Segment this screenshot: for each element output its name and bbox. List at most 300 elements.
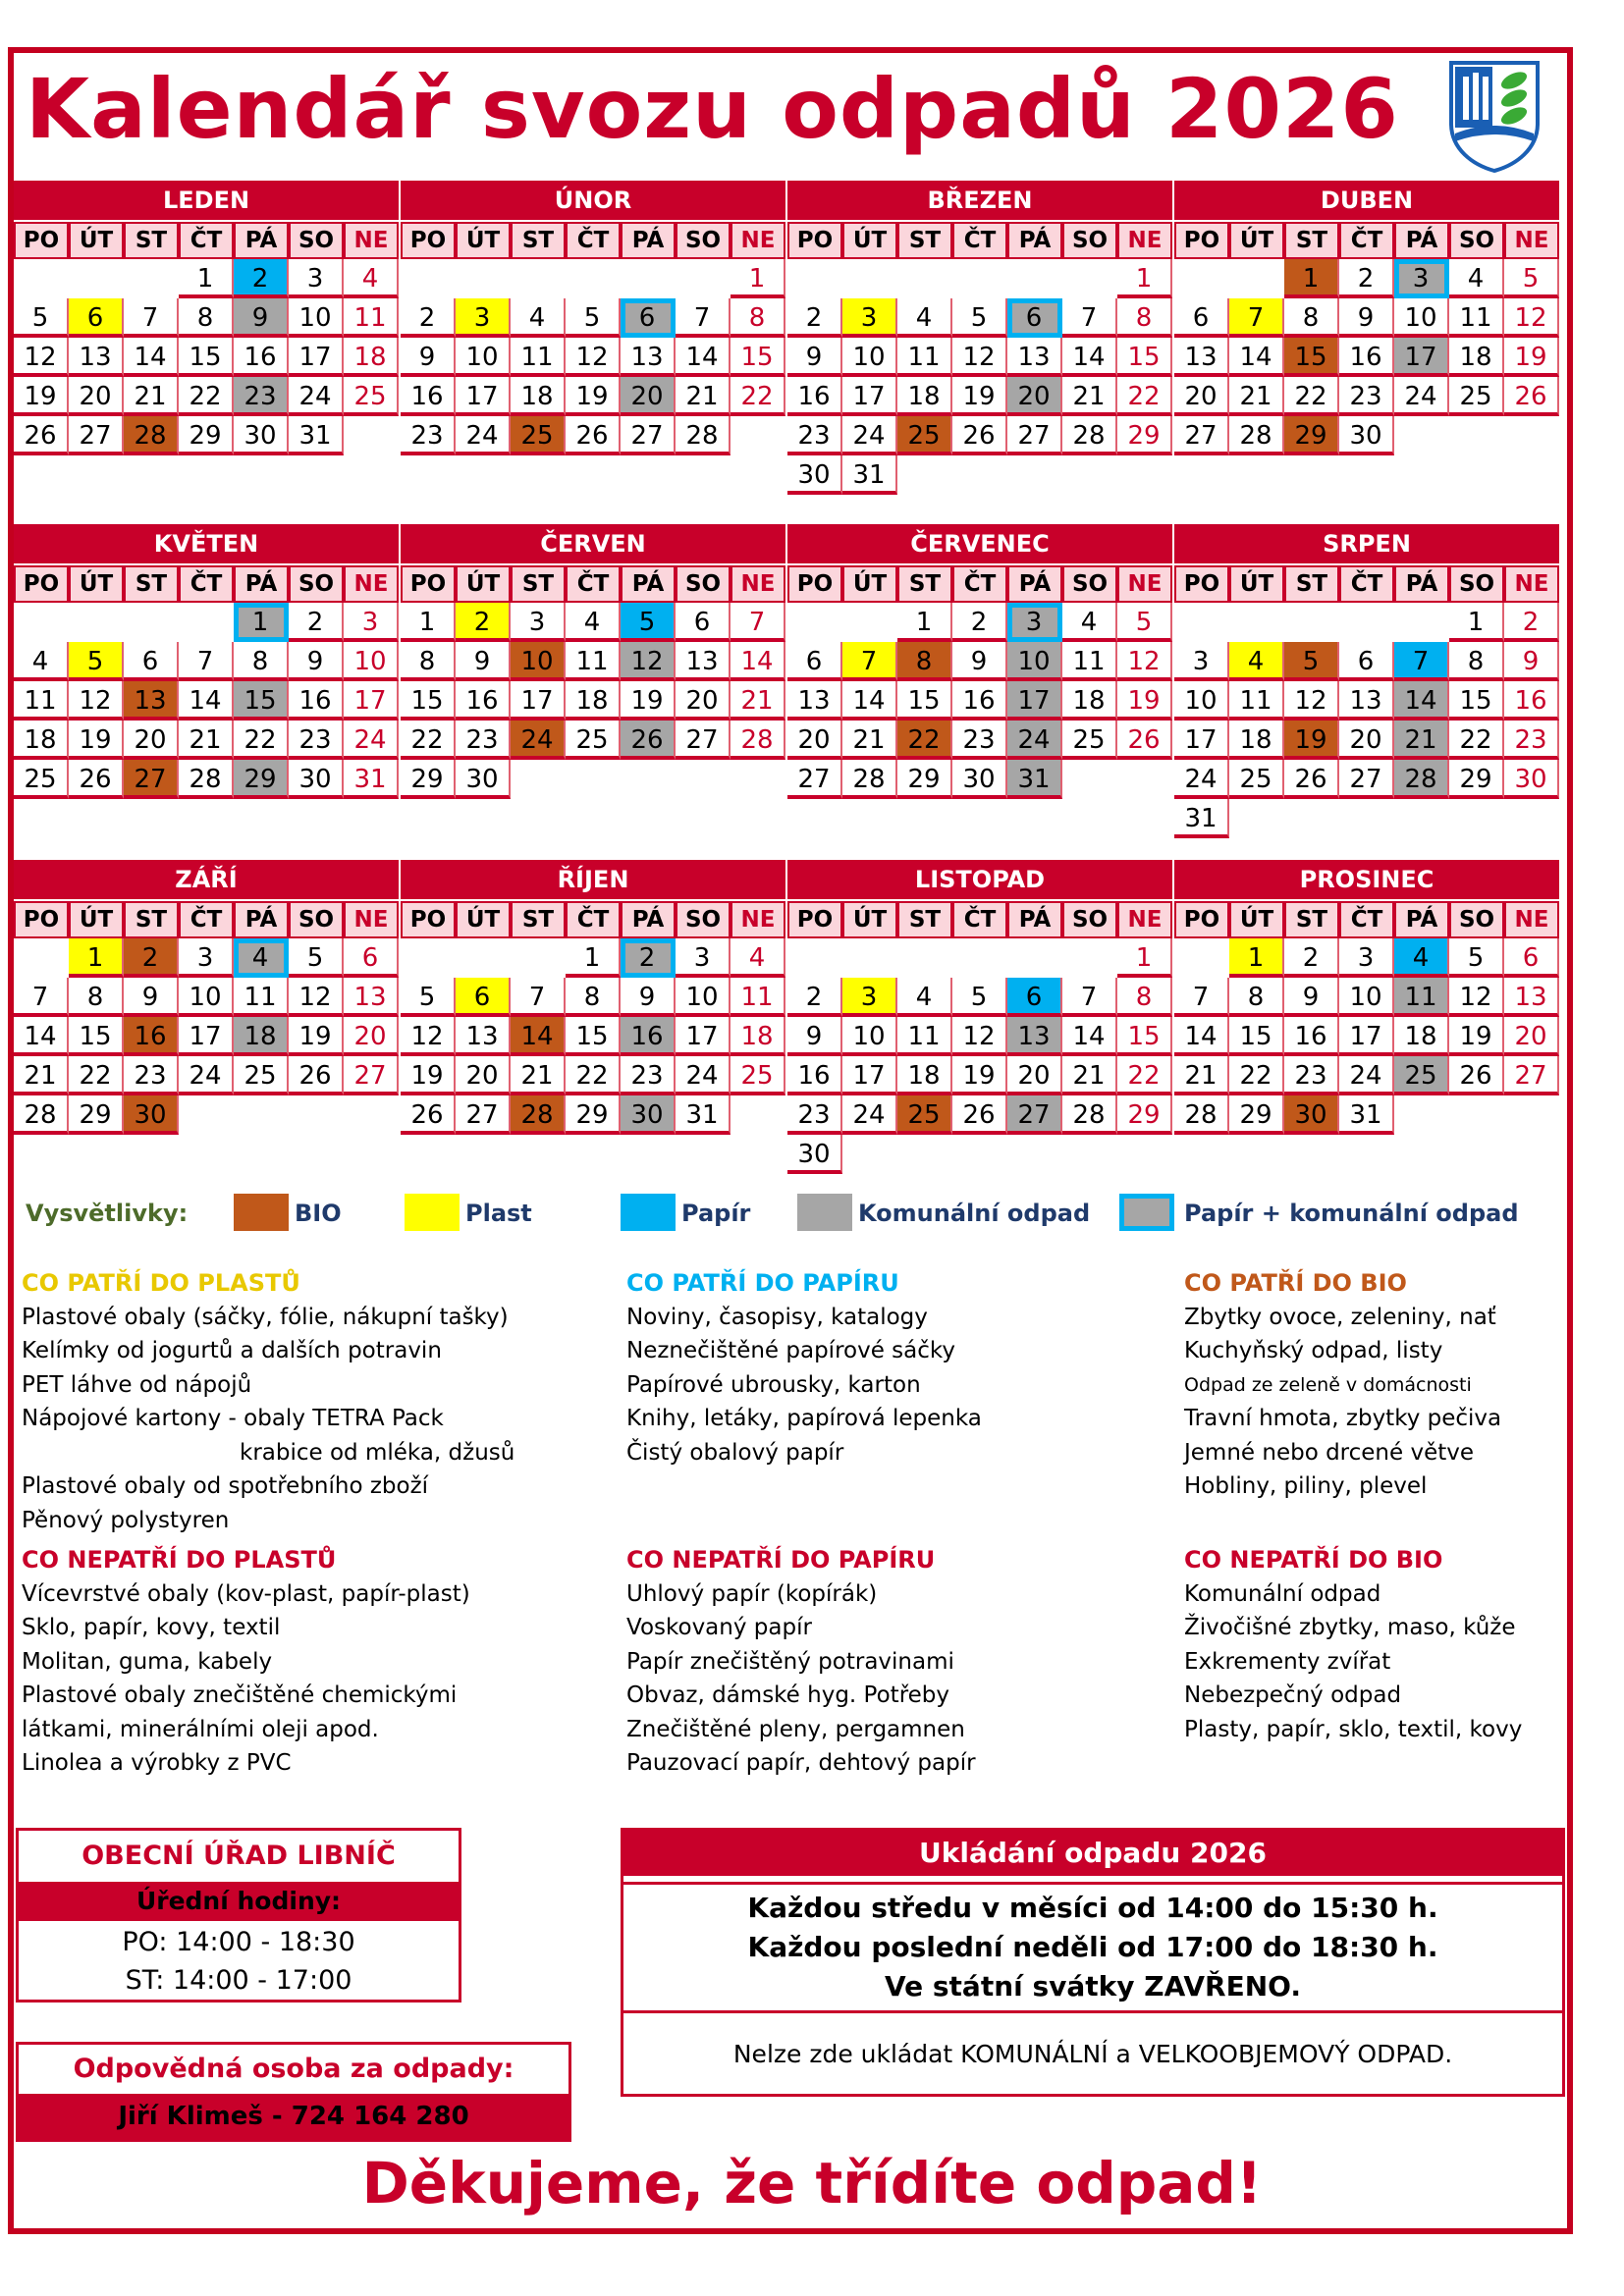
weekday-label: PO [14, 222, 69, 259]
calendar-day: 25 [897, 1095, 952, 1135]
calendar-day: 5 [1504, 259, 1559, 298]
calendar-empty-cell [511, 259, 566, 298]
calendar-empty-cell [1504, 416, 1559, 455]
weekday-label: SO [289, 901, 344, 938]
calendar-day: 15 [1117, 1017, 1172, 1056]
calendar-day: 3 [842, 978, 897, 1017]
contact-box [16, 2042, 571, 2142]
weekday-label: SO [1449, 565, 1504, 603]
calendar-day: 25 [731, 1056, 785, 1095]
calendar-day: 11 [234, 978, 289, 1017]
calendar-empty-cell [897, 455, 952, 495]
calendar-day: 23 [952, 721, 1007, 760]
weekday-label: ČT [566, 565, 621, 603]
calendar-empty-cell [1339, 603, 1394, 642]
weekday-label: ST [1284, 901, 1339, 938]
calendar-week [14, 978, 399, 1017]
calendar-empty-cell [344, 1095, 399, 1135]
calendar-day: 25 [234, 1056, 289, 1095]
weekday-label: ÚT [456, 565, 511, 603]
calendar-day: 29 [234, 760, 289, 799]
calendar-day: 16 [234, 338, 289, 377]
calendar-day: 26 [952, 1095, 1007, 1135]
calendar-week [14, 642, 399, 681]
calendar-day: 18 [1394, 1017, 1449, 1056]
bio-item: Kuchyňský odpad, listy [1184, 1338, 1443, 1363]
calendar-day: 15 [179, 338, 234, 377]
calendar-day: 25 [1062, 721, 1117, 760]
plasty-item: Plastové obaly (sáčky, fólie, nákupní tašky) [22, 1304, 509, 1330]
calendar-empty-cell [1117, 455, 1172, 495]
calendar-day: 9 [1504, 642, 1559, 681]
calendar-week [14, 760, 399, 799]
calendar-day: 3 [344, 603, 399, 642]
calendar-week [1174, 799, 1559, 838]
calendar-day: 29 [69, 1095, 124, 1135]
calendar-empty-cell [1062, 1135, 1117, 1174]
calendar-day: 8 [179, 298, 234, 338]
calendar-day: 22 [1449, 721, 1504, 760]
calendar-empty-cell [1007, 455, 1062, 495]
weekday-label: ST [124, 901, 179, 938]
calendar-empty-cell [1284, 799, 1339, 838]
calendar-day: 7 [14, 978, 69, 1017]
nepapir-section [626, 1543, 976, 1781]
month-name: LEDEN [14, 181, 399, 220]
calendar-day: 19 [1284, 721, 1339, 760]
calendar-day: 18 [1229, 721, 1284, 760]
calendar-day: 8 [1117, 298, 1172, 338]
calendar-day: 26 [566, 416, 621, 455]
calendar-day: 27 [1007, 1095, 1062, 1135]
calendar-week [401, 760, 785, 799]
calendar-day: 5 [621, 603, 676, 642]
weekday-label: ST [124, 565, 179, 603]
calendar-day: 16 [787, 377, 842, 416]
calendar-week [787, 978, 1172, 1017]
calendar-day: 18 [897, 1056, 952, 1095]
calendar-week [401, 377, 785, 416]
calendar-day: 10 [1394, 298, 1449, 338]
weekday-header [14, 901, 399, 938]
weekday-label: ÚT [69, 901, 124, 938]
calendar-day: 17 [289, 338, 344, 377]
calendar-day: 16 [289, 681, 344, 721]
neplasty-heading: CO NEPATŘÍ DO PLASTŮ [22, 1546, 337, 1574]
contact-title: Odpovědná osoba za odpady: [73, 2054, 514, 2084]
calendar-week [14, 1056, 399, 1095]
plasty-section [22, 1266, 514, 1537]
calendar-week [787, 760, 1172, 799]
calendar-day: 11 [731, 978, 785, 1017]
weekday-label: ST [511, 901, 566, 938]
storage-title: Ukládání odpadu 2026 [623, 1831, 1562, 1876]
calendar-day: 11 [1394, 978, 1449, 1017]
calendar-day: 13 [1007, 1017, 1062, 1056]
calendar-day: 22 [1284, 377, 1339, 416]
calendar-day: 17 [344, 681, 399, 721]
calendar-day: 25 [511, 416, 566, 455]
weekday-label: ST [124, 222, 179, 259]
calendar-day: 24 [1339, 1056, 1394, 1095]
calendar-day: 7 [842, 642, 897, 681]
plasty-heading: CO PATŘÍ DO PLASTŮ [22, 1269, 300, 1297]
calendar-empty-cell [289, 1095, 344, 1135]
calendar-day: 15 [1449, 681, 1504, 721]
weekday-label: PÁ [1007, 565, 1062, 603]
calendar-day: 2 [1504, 603, 1559, 642]
calendar-day: 6 [1504, 938, 1559, 978]
calendar-week [1174, 760, 1559, 799]
month-name: KVĚTEN [14, 524, 399, 563]
calendar-day: 14 [124, 338, 179, 377]
calendar-day: 14 [1062, 1017, 1117, 1056]
calendar-day: 19 [952, 1056, 1007, 1095]
papir-section [626, 1266, 982, 1469]
calendar-empty-cell [1117, 760, 1172, 799]
calendar-day: 3 [1007, 603, 1062, 642]
weekday-header [401, 901, 785, 938]
nepapir-item: Uhlový papír (kopírák) [626, 1580, 878, 1607]
calendar-day: 28 [511, 1095, 566, 1135]
weekday-label: NE [344, 222, 399, 259]
calendar-week [14, 681, 399, 721]
calendar-day: 5 [289, 938, 344, 978]
calendar-empty-cell [69, 603, 124, 642]
calendar-day: 26 [401, 1095, 456, 1135]
weekday-label: PÁ [1007, 901, 1062, 938]
calendar-empty-cell [621, 259, 676, 298]
calendar-day: 27 [1174, 416, 1229, 455]
calendar-day: 24 [1394, 377, 1449, 416]
calendar-day: 23 [234, 377, 289, 416]
nepapir-item: Obvaz, dámské hyg. Potřeby [626, 1682, 950, 1708]
calendar-day: 13 [1504, 978, 1559, 1017]
weekday-label: ÚT [456, 901, 511, 938]
weekday-label: NE [1504, 222, 1559, 259]
calendar-day: 24 [179, 1056, 234, 1095]
calendar-day: 19 [1449, 1017, 1504, 1056]
storage-box [621, 1828, 1565, 2097]
calendar-day: 26 [1284, 760, 1339, 799]
papir-item: Čistý obalový papír [626, 1439, 844, 1466]
calendar-empty-cell [1449, 416, 1504, 455]
calendar-day: 23 [289, 721, 344, 760]
calendar-day: 10 [1007, 642, 1062, 681]
calendar-day: 5 [14, 298, 69, 338]
month-12 [1174, 860, 1559, 1135]
calendar-week [14, 603, 399, 642]
calendar-day: 1 [1117, 938, 1172, 978]
office-hours-label: Úřední hodiny: [19, 1882, 459, 1921]
calendar-empty-cell [1229, 603, 1284, 642]
office-title: OBECNÍ ÚŘAD LIBNÍČ [81, 1841, 396, 1871]
calendar-day: 27 [676, 721, 731, 760]
calendar-day: 6 [1339, 642, 1394, 681]
calendar-day: 28 [731, 721, 785, 760]
calendar-empty-cell [14, 938, 69, 978]
weekday-header [787, 222, 1172, 259]
calendar-day: 20 [1339, 721, 1394, 760]
calendar-day: 20 [787, 721, 842, 760]
calendar-day: 26 [1449, 1056, 1504, 1095]
calendar-week [787, 938, 1172, 978]
calendar-week [401, 298, 785, 338]
calendar-day: 18 [14, 721, 69, 760]
calendar-day: 1 [1284, 259, 1339, 298]
calendar-week [1174, 416, 1559, 455]
calendar-empty-cell [1504, 1095, 1559, 1135]
calendar-day: 10 [456, 338, 511, 377]
calendar-week [401, 681, 785, 721]
thanks-banner: Děkujeme, že třídíte odpad! [361, 2150, 1263, 2216]
calendar-day: 22 [179, 377, 234, 416]
calendar-day: 1 [179, 259, 234, 298]
calendar-empty-cell [621, 760, 676, 799]
calendar-week [787, 721, 1172, 760]
weekday-label: ST [897, 565, 952, 603]
neplasty-item: Plastové obaly znečištěné chemickými [22, 1682, 458, 1708]
calendar-day: 17 [511, 681, 566, 721]
weekday-label: NE [1504, 565, 1559, 603]
calendar-day: 27 [1339, 760, 1394, 799]
calendar-day: 20 [1007, 377, 1062, 416]
calendar-day: 16 [1284, 1017, 1339, 1056]
weekday-header [401, 222, 785, 259]
calendar-day: 2 [621, 938, 676, 978]
calendar-day: 28 [842, 760, 897, 799]
calendar-day: 4 [1062, 603, 1117, 642]
plasty-item: Plastové obaly od spotřebního zboží [22, 1473, 429, 1499]
calendar-day: 1 [1229, 938, 1284, 978]
weekday-label: PÁ [234, 901, 289, 938]
calendar-day: 4 [897, 978, 952, 1017]
calendar-empty-cell [1339, 799, 1394, 838]
calendar-day: 6 [124, 642, 179, 681]
office-hours-line: ST: 14:00 - 17:00 [125, 1965, 352, 1996]
bio-heading: CO PATŘÍ DO BIO [1184, 1269, 1407, 1297]
calendar-day: 13 [124, 681, 179, 721]
calendar-day: 20 [676, 681, 731, 721]
calendar-week [401, 338, 785, 377]
calendar-day: 27 [344, 1056, 399, 1095]
bio-item: Jemné nebo drcené větve [1184, 1439, 1475, 1466]
calendar-empty-cell [897, 259, 952, 298]
calendar-day: 21 [676, 377, 731, 416]
calendar-day: 12 [566, 338, 621, 377]
weekday-label: PO [401, 222, 456, 259]
weekday-label: SO [676, 901, 731, 938]
calendar-day: 14 [14, 1017, 69, 1056]
calendar-day: 16 [456, 681, 511, 721]
weekday-label: PÁ [1394, 565, 1449, 603]
calendar-empty-cell [1117, 1135, 1172, 1174]
storage-line: Každou poslední neděli od 17:00 do 18:30 h. [747, 1931, 1438, 1963]
calendar-day: 18 [1062, 681, 1117, 721]
calendar-day: 6 [1174, 298, 1229, 338]
calendar-empty-cell [787, 938, 842, 978]
calendar-day: 17 [179, 1017, 234, 1056]
calendar-day: 9 [234, 298, 289, 338]
calendar-empty-cell [1174, 259, 1229, 298]
calendar-day: 17 [676, 1017, 731, 1056]
calendar-day: 19 [1504, 338, 1559, 377]
calendar-week [787, 338, 1172, 377]
calendar-day: 17 [1007, 681, 1062, 721]
calendar-empty-cell [787, 259, 842, 298]
calendar-week [787, 298, 1172, 338]
neplasty-section [22, 1543, 470, 1781]
calendar-empty-cell [1062, 455, 1117, 495]
calendar-day: 12 [1449, 978, 1504, 1017]
calendar-day: 4 [731, 938, 785, 978]
calendar-day: 28 [1394, 760, 1449, 799]
calendar-week [14, 377, 399, 416]
calendar-empty-cell [731, 1095, 785, 1135]
calendar-day: 6 [787, 642, 842, 681]
calendar-day: 6 [621, 298, 676, 338]
calendar-day: 13 [69, 338, 124, 377]
calendar-day: 14 [1229, 338, 1284, 377]
calendar-week [787, 1056, 1172, 1095]
calendar-day: 4 [566, 603, 621, 642]
weekday-label: ČT [566, 901, 621, 938]
calendar-empty-cell [124, 259, 179, 298]
nebio-item: Komunální odpad [1184, 1580, 1381, 1607]
calendar-day: 4 [1229, 642, 1284, 681]
calendar-week [787, 455, 1172, 495]
calendar-day: 5 [952, 978, 1007, 1017]
calendar-day: 2 [234, 259, 289, 298]
weekday-label: NE [344, 565, 399, 603]
calendar-week [401, 1017, 785, 1056]
calendar-day: 11 [14, 681, 69, 721]
calendar-day: 31 [289, 416, 344, 455]
calendar-empty-cell [69, 259, 124, 298]
weekday-label: SO [289, 222, 344, 259]
calendar-day: 3 [1339, 938, 1394, 978]
calendar-empty-cell [1062, 760, 1117, 799]
month-name: DUBEN [1174, 181, 1559, 220]
weekday-label: PO [787, 901, 842, 938]
calendar-week [401, 721, 785, 760]
calendar-day: 15 [401, 681, 456, 721]
calendar-day: 2 [1284, 938, 1339, 978]
weekday-label: PÁ [1394, 901, 1449, 938]
calendar-week [787, 377, 1172, 416]
calendar-day: 17 [842, 377, 897, 416]
calendar-day: 4 [1449, 259, 1504, 298]
calendar-week [1174, 338, 1559, 377]
calendar-day: 30 [952, 760, 1007, 799]
calendar-day: 4 [1394, 938, 1449, 978]
weekday-label: SO [1449, 222, 1504, 259]
calendar-day: 16 [124, 1017, 179, 1056]
calendar-day: 10 [1339, 978, 1394, 1017]
calendar-day: 9 [952, 642, 1007, 681]
calendar-day: 30 [1284, 1095, 1339, 1135]
calendar-day: 18 [897, 377, 952, 416]
calendar-day: 29 [179, 416, 234, 455]
calendar-empty-cell [842, 1135, 897, 1174]
calendar-day: 1 [566, 938, 621, 978]
calendar-empty-cell [566, 760, 621, 799]
calendar-day: 27 [456, 1095, 511, 1135]
nebio-heading: CO NEPATŘÍ DO BIO [1184, 1546, 1443, 1574]
plasty-item: PET láhve od nápojů [22, 1371, 252, 1398]
calendar-week [1174, 298, 1559, 338]
calendar-empty-cell [787, 603, 842, 642]
calendar-day: 13 [621, 338, 676, 377]
calendar-day: 2 [787, 978, 842, 1017]
weekday-label: ST [897, 901, 952, 938]
weekday-label: ÚT [1229, 565, 1284, 603]
weekday-header [787, 901, 1172, 938]
calendar-day: 3 [676, 938, 731, 978]
nepapir-item: Pauzovací papír, dehtový papír [626, 1750, 976, 1776]
month-name: SRPEN [1174, 524, 1559, 563]
calendar-empty-cell [952, 938, 1007, 978]
legend-papir-swatch [621, 1194, 676, 1231]
calendar-day: 30 [1339, 416, 1394, 455]
calendar-day: 10 [1174, 681, 1229, 721]
calendar-day: 28 [124, 416, 179, 455]
calendar-day: 10 [344, 642, 399, 681]
calendar-day: 30 [456, 760, 511, 799]
calendar-day: 29 [1117, 1095, 1172, 1135]
nebio-item: Nebezpečný odpad [1184, 1682, 1402, 1708]
calendar-week [787, 603, 1172, 642]
calendar-day: 6 [1007, 298, 1062, 338]
calendar-day: 22 [731, 377, 785, 416]
calendar-day: 1 [1117, 259, 1172, 298]
calendar-day: 22 [566, 1056, 621, 1095]
calendar-day: 1 [1449, 603, 1504, 642]
calendar-week [14, 416, 399, 455]
calendar-day: 10 [289, 298, 344, 338]
weekday-label: ČT [566, 222, 621, 259]
calendar-day: 14 [842, 681, 897, 721]
calendar-day: 7 [731, 603, 785, 642]
legend-papir-label: Papír [681, 1200, 751, 1227]
calendar-day: 14 [1062, 338, 1117, 377]
calendar-day: 30 [234, 416, 289, 455]
month-name: PROSINEC [1174, 860, 1559, 899]
neplasty-item: látkami, minerálními oleji apod. [22, 1716, 379, 1742]
weekday-label: PO [401, 565, 456, 603]
calendar-day: 23 [124, 1056, 179, 1095]
calendar-day: 3 [1174, 642, 1229, 681]
month-name: ČERVEN [401, 524, 785, 563]
calendar-day: 16 [952, 681, 1007, 721]
weekday-label: SO [1062, 901, 1117, 938]
calendar-day: 10 [842, 338, 897, 377]
calendar-week [14, 259, 399, 298]
calendar-day: 25 [1229, 760, 1284, 799]
calendar-day: 3 [511, 603, 566, 642]
nebio-item: Plasty, papír, sklo, textil, kovy [1184, 1716, 1523, 1742]
weekday-label: PÁ [1007, 222, 1062, 259]
contact-person: Jiří Klimeš - 724 164 280 [19, 2094, 568, 2139]
calendar-day: 3 [289, 259, 344, 298]
calendar-day: 21 [1394, 721, 1449, 760]
weekday-label: ÚT [69, 565, 124, 603]
legend-pk-swatch [1119, 1194, 1174, 1231]
calendar-day: 12 [289, 978, 344, 1017]
calendar-empty-cell [1007, 1135, 1062, 1174]
calendar-day: 13 [1007, 338, 1062, 377]
month-1 [14, 181, 399, 455]
